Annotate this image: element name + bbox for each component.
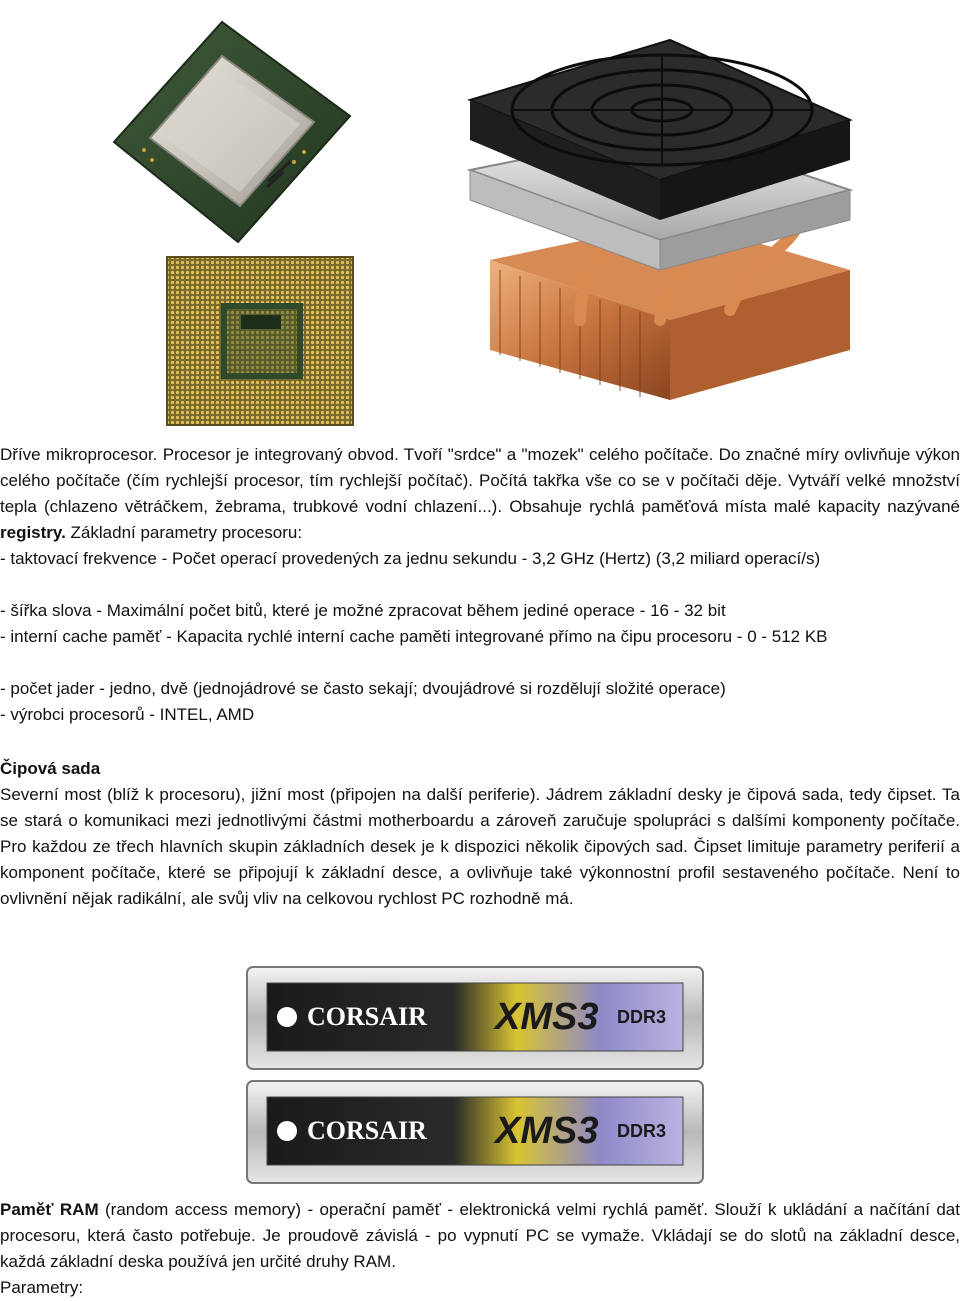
- ram-brand-label-bottom: CORSAIR: [307, 1116, 427, 1145]
- ram-params-label: Parametry:: [0, 1278, 84, 1297]
- cpu-top-image: [104, 14, 356, 250]
- chipset-heading: Čipová sada: [0, 759, 101, 778]
- ram-brand-label-top: CORSAIR: [307, 1002, 427, 1031]
- ram-type-label-top: DDR3: [617, 1007, 667, 1027]
- cpu-bottom-image: [165, 255, 357, 430]
- param-internal-cache: - interní cache paměť - Kapacita rychlé interní cache paměti integrované přímo na čipu procesoru - 0 - 512 KB: [0, 627, 828, 646]
- chipset-description: Severní most (blíž k procesoru), jižní most (připojen na další periferie). Jádrem základní desky je čipová sada, tedy čipset. Ta se stará o komunikaci mezi jednotlivými částmi motherboardu a zároveň zaručuje spolupráci s dalšími komponenty počítače. Pro každou ze třech hlavních skupin základních desek je k dispozici několik čipových sad. Čipset limituje parametry periferií a komponent počítače, které se připojují k základní desce, a ovlivňuje také výkonnostní profil sestaveného počítače. Není to ovlivnění nějak radikální, ale svůj vliv na celkovou rychlost PC rozhodně má.: [0, 785, 960, 908]
- ram-description: [0, 1197, 960, 1275]
- ram-heading: Paměť RAM: [0, 1200, 99, 1219]
- ram-modules-image: [245, 963, 705, 1191]
- ram-module-top: [247, 967, 703, 1069]
- ram-body-text: (random access memory) - operační paměť - elektronická velmi rychlá paměť. Slouží k ukládání a načítání dat procesoru, která často potřebuje. Je proudově závislá - po vypnutí PC se vymaže. Vkládají se do slotů na základní desce, každá základní deska používá jen určité druhy RAM.: [0, 1200, 960, 1271]
- ram-module-bottom: [247, 1081, 703, 1183]
- ram-model-label-top: XMS3: [495, 996, 599, 1038]
- param-word-width: - šířka slova - Maximální počet bitů, které je možné zpracovat během jediné operace - 16 - 32 bit: [0, 601, 726, 620]
- cpu-description: [0, 442, 960, 546]
- ram-model-label-bottom: XMS3: [495, 1110, 599, 1152]
- registry-term: registry.: [0, 523, 66, 542]
- param-core-count: - počet jader - jedno, dvě (jednojádrové se často sekají; dvoujádrové si rozdělují složité operace): [0, 679, 726, 698]
- cpu-cooler-image: [430, 20, 870, 440]
- cpu-intro-text: Dříve mikroprocesor. Procesor je integrovaný obvod. Tvoří "srdce" a "mozek" celého počítače. Do značné míry ovlivňuje výkon celého počítače (čím rychlejší procesor, tím rychlejší počítač). Počítá takřka vše co se v počítači děje. Vytváří velké množství tepla (chlazeno větráčkem, žebrama, trubkové vodní chlazení...). Obsahuje rychlá paměťová místa malé kapacity nazývané: [0, 445, 960, 516]
- param-clock-frequency: - taktovací frekvence - Počet operací provedených za jednu sekundu - 3,2 GHz (Hertz) (3,2 miliard operací/s): [0, 549, 821, 568]
- corsair-sail-icon: [277, 1121, 297, 1141]
- cpu-intro-tail: Základní parametry procesoru:: [65, 523, 303, 542]
- corsair-sail-icon: [277, 1007, 297, 1027]
- ram-type-label-bottom: DDR3: [617, 1121, 667, 1141]
- param-manufacturers: - výrobci procesorů - INTEL, AMD: [0, 705, 255, 724]
